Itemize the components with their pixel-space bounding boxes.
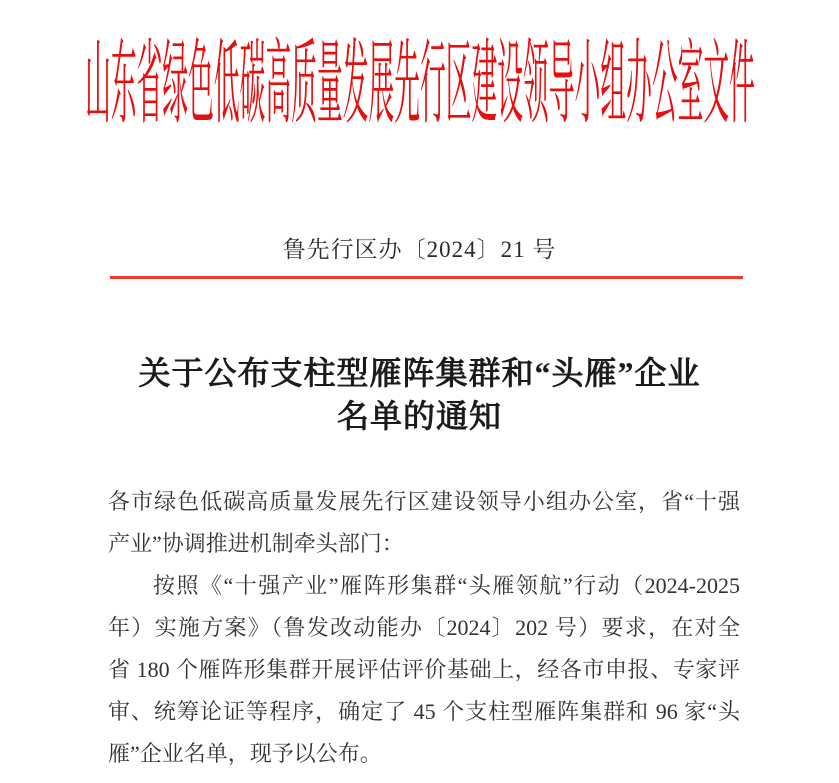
notice-title-line-1: 关于公布支柱型雁阵集群和“头雁”企业 [138, 355, 701, 391]
document-number: 鲁先行区办〔2024〕21 号 [282, 237, 557, 262]
letterhead [0, 30, 839, 138]
notice-title-line-2: 名单的通知 [336, 398, 502, 434]
letterhead-title: 山东省绿色低碳高质量发展先行区建设领导小组办公室文件 [84, 33, 755, 135]
body-line: 按照《“十强产业”雁阵形集群“头雁领航”行动（2024-2025 [153, 573, 740, 598]
body-line: 省 180 个雁阵形集群开展评估评价基础上，经各市申报、专家评 [108, 657, 740, 682]
red-divider-line [110, 276, 743, 279]
body-line: 各市绿色低碳高质量发展先行区建设领导小组办公室，省“十强 [108, 489, 740, 514]
body-line: 雁”企业名单，现予以公布。 [108, 741, 382, 766]
body-line: 产业”协调推进机制牵头部门： [108, 531, 404, 556]
notice-title [70, 352, 769, 438]
body-line: 年）实施方案》（鲁发改动能办〔2024〕202 号）要求，在对全 [108, 615, 740, 640]
notice-body [108, 481, 740, 775]
body-line: 审、统筹论证等程序，确定了 45 个支柱型雁阵集群和 96 家“头 [108, 699, 740, 724]
